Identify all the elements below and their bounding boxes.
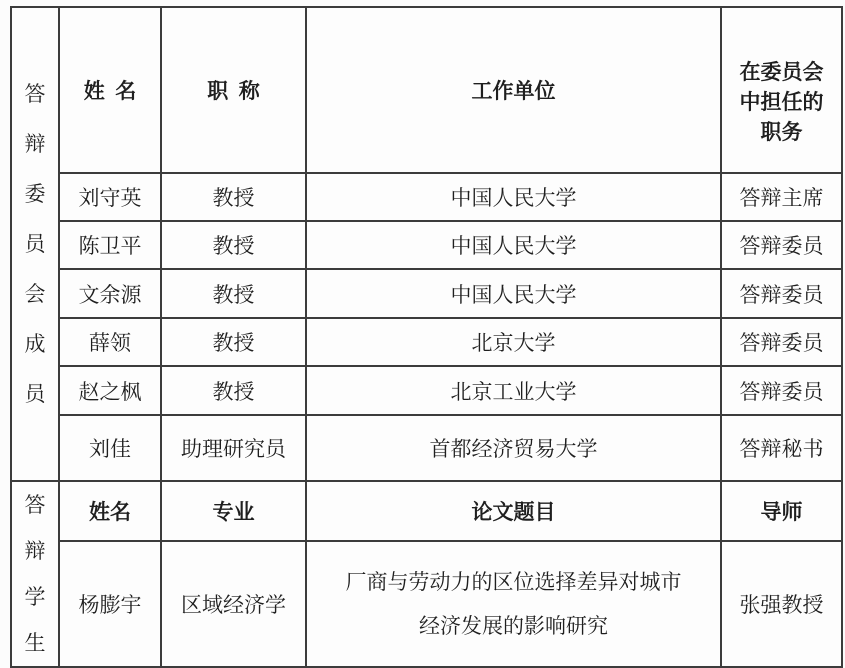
member-title-cell: 助理研究员 [161, 415, 306, 481]
member-title-cell: 教授 [161, 318, 306, 366]
member-role-cell: 答辩主席 [721, 173, 842, 221]
member-name-cell: 薛领 [59, 318, 161, 366]
member-name-cell: 文余源 [59, 269, 161, 318]
column-header-work-unit: 工作单位 [306, 7, 721, 173]
member-role-cell: 答辩委员 [721, 269, 842, 318]
thesis-title-text: 厂商与劳动力的区位选择差异对城市经济发展的影响研究 [345, 570, 682, 639]
column-header-committee-role [721, 7, 842, 173]
column-header-student-name: 姓名 [59, 481, 161, 541]
member-unit-cell: 北京工业大学 [306, 366, 721, 415]
table-row [11, 318, 842, 366]
member-unit-cell: 中国人民大学 [306, 173, 721, 221]
column-header-committee-role-text: 在委员会中担任的职务 [739, 60, 824, 144]
member-role-cell: 答辩委员 [721, 318, 842, 366]
student-name-cell: 杨膨宇 [59, 541, 161, 667]
section-label-defense-student-text: 答辩学生 [24, 493, 46, 656]
member-name-cell: 陈卫平 [59, 221, 161, 269]
column-header-name: 姓 名 [59, 7, 161, 173]
member-title-cell: 教授 [161, 269, 306, 318]
member-role-cell: 答辩委员 [721, 366, 842, 415]
column-header-title: 职 称 [161, 7, 306, 173]
table-row [11, 366, 842, 415]
member-name-cell: 赵之枫 [59, 366, 161, 415]
column-header-advisor: 导师 [721, 481, 842, 541]
member-role-cell: 答辩秘书 [721, 415, 842, 481]
advisor-cell: 张强教授 [721, 541, 842, 667]
column-header-major: 专业 [161, 481, 306, 541]
member-name-cell: 刘佳 [59, 415, 161, 481]
member-title-cell: 教授 [161, 366, 306, 415]
member-unit-cell: 首都经济贸易大学 [306, 415, 721, 481]
member-title-cell: 教授 [161, 173, 306, 221]
member-name-cell: 刘守英 [59, 173, 161, 221]
section-label-defense-committee [11, 7, 59, 481]
member-role-cell: 答辩委员 [721, 221, 842, 269]
table-row [11, 221, 842, 269]
member-unit-cell: 中国人民大学 [306, 221, 721, 269]
member-unit-cell: 中国人民大学 [306, 269, 721, 318]
table-row [11, 415, 842, 481]
member-unit-cell: 北京大学 [306, 318, 721, 366]
table-row [11, 541, 842, 667]
table-row [11, 269, 842, 318]
student-major-cell: 区域经济学 [161, 541, 306, 667]
defense-roster-table [10, 6, 843, 668]
section-label-defense-student [11, 481, 59, 667]
thesis-title-cell [306, 541, 721, 667]
section-label-defense-committee-text: 答辩委员会成员 [24, 82, 46, 407]
column-header-thesis-title: 论文题目 [306, 481, 721, 541]
table-row [11, 173, 842, 221]
member-title-cell: 教授 [161, 221, 306, 269]
